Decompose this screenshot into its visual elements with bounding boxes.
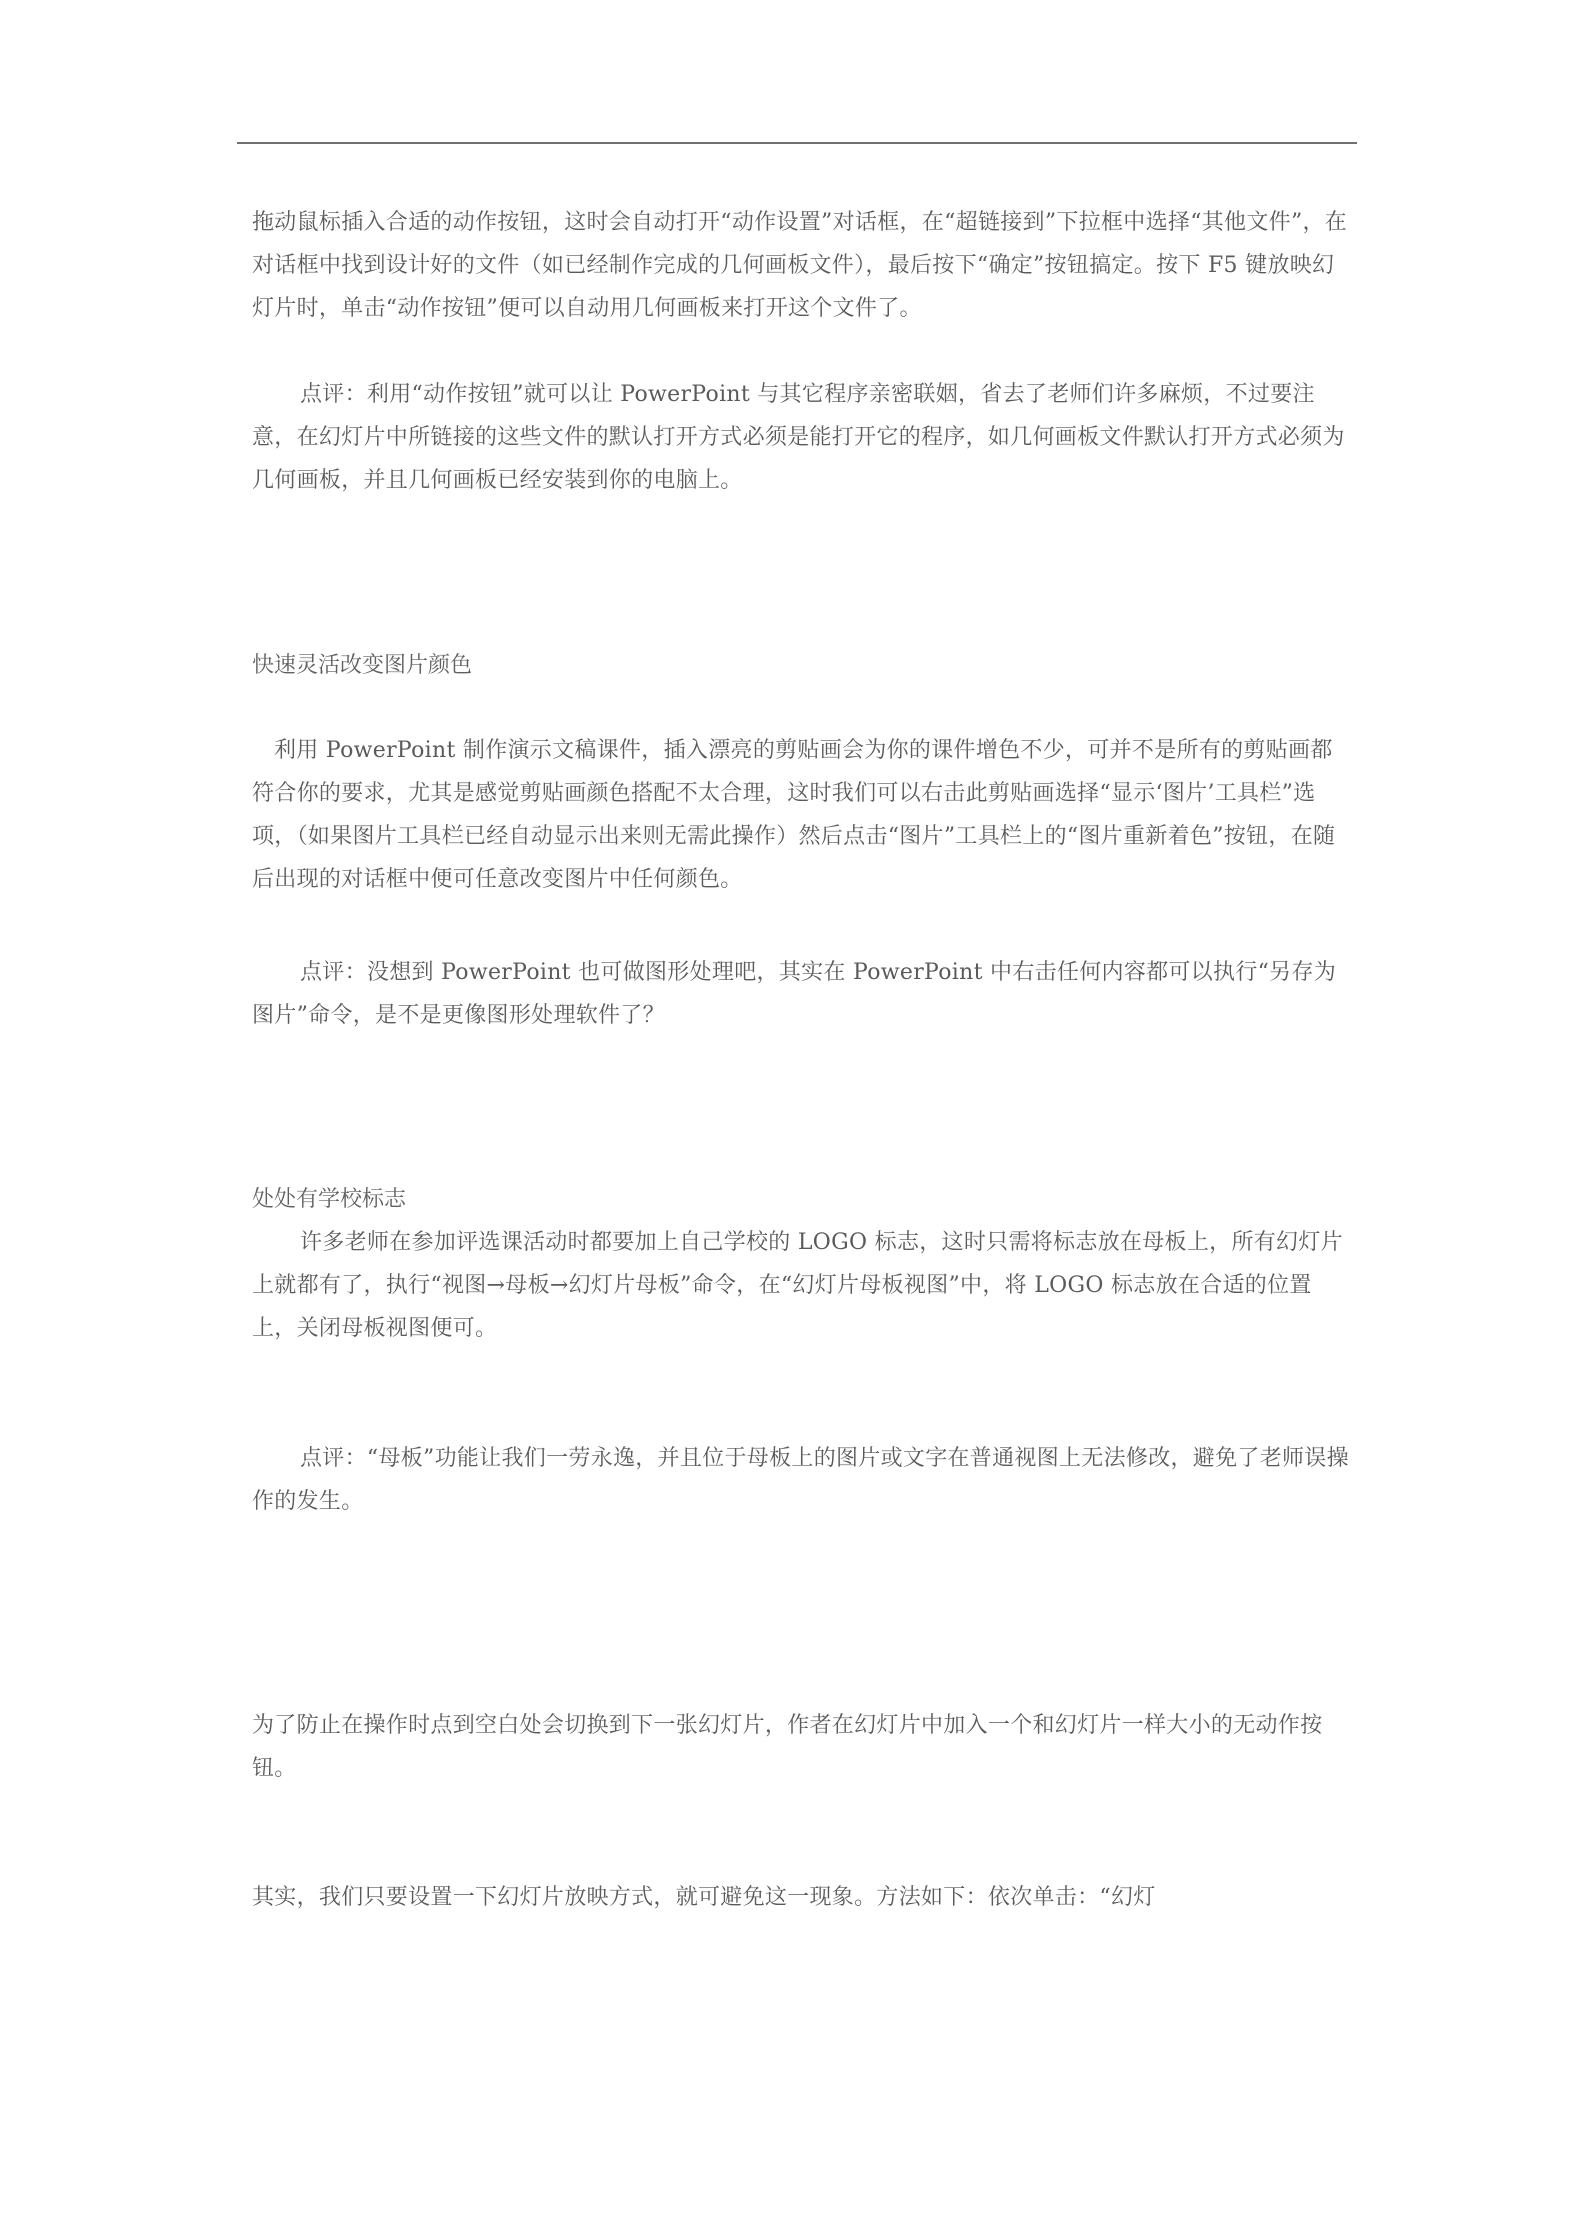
paragraph-comment-action-button: 点评：利用“动作按钮”就可以让 PowerPoint 与其它程序亲密联姻，省去了老师们许多麻烦，不过要注意，在幻灯片中所链接的这些文件的默认打开方式必须是能打开它的程序，如几何画板文件默认打开方式必须为几何画板，并且几何画板已经安装到你的电脑上。	[252, 382, 1345, 493]
heading-change-picture-color: 快速灵活改变图片颜色	[252, 653, 473, 678]
header-rule	[237, 142, 1357, 144]
paragraph-action-button-steps: 拖动鼠标插入合适的动作按钮，这时会自动打开“动作设置”对话框，在“超链接到”下拉框中选择“其他文件”，在对话框中找到设计好的文件（如已经制作完成的几何画板文件），最后按下“确定”按钮搞定。按下 F5 键放映幻灯片时，单击“动作按钮”便可以自动用几何画板来打开这个文件了。	[252, 210, 1348, 321]
paragraph-comment-master: 点评：“母板”功能让我们一劳永逸，并且位于母板上的图片或文字在普通视图上无法修改，避免了老师误操作的发生。	[252, 1446, 1349, 1514]
paragraph-blank-action-button: 为了防止在操作时点到空白处会切换到下一张幻灯片，作者在幻灯片中加入一个和幻灯片一样大小的无动作按钮。	[252, 1713, 1323, 1781]
heading-school-logo: 处处有学校标志	[252, 1187, 407, 1212]
paragraph-comment-save-as-picture: 点评：没想到 PowerPoint 也可做图形处理吧，其实在 PowerPoint 中右击任何内容都可以执行“另存为图片”命令，是不是更像图形处理软件了？	[252, 960, 1337, 1028]
paragraph-recolor-picture: 利用 PowerPoint 制作演示文稿课件，插入漂亮的剪贴画会为你的课件增色不少，可并不是所有的剪贴画都符合你的要求，尤其是感觉剪贴画颜色搭配不太合理，这时我们可以右击此剪贴画选择“显示‘图片’工具栏”选项，（如果图片工具栏已经自动显示出来则无需此操作）然后点击“图片”工具栏上的“图片重新着色”按钮，在随后出现的对话框中便可任意改变图片中任何颜色。	[252, 738, 1336, 892]
paragraph-logo-on-master: 许多老师在参加评选课活动时都要加上自己学校的 LOGO 标志，这时只需将标志放在母板上，所有幻灯片上就都有了，执行“视图→母板→幻灯片母板”命令，在“幻灯片母板视图”中，将 LOGO 标志放在合适的位置上，关闭母板视图便可。	[252, 1230, 1343, 1341]
paragraph-slideshow-settings: 其实，我们只要设置一下幻灯片放映方式，就可避免这一现象。方法如下：依次单击：“幻灯	[252, 1885, 1156, 1910]
